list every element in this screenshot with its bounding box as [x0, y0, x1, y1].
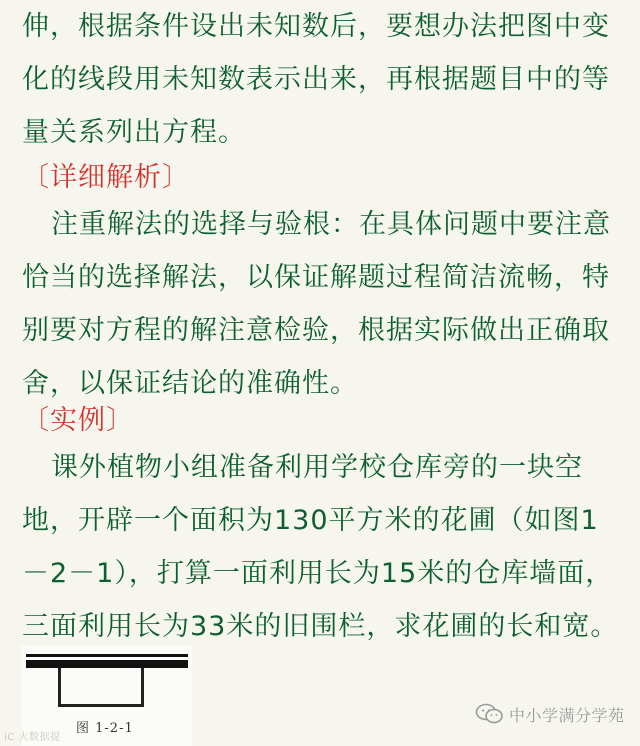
watermark-right — [475, 700, 625, 728]
figure-caption: 图 1-2-1 — [76, 721, 134, 736]
watermark-left: iC 大数据提 — [4, 732, 61, 743]
intro-paragraph: 伸，根据条件设出未知数后，要想办法把图中变化的线段用未知数表示出来，再根据题目中的等量关系列出方程。 — [22, 11, 610, 148]
wall-line — [26, 654, 188, 657]
warehouse-wall — [26, 660, 188, 668]
garden-outline — [58, 668, 144, 707]
section-heading-example: 〔实例〕 — [22, 405, 134, 436]
example-paragraph: 课外植物小组准备利用学校仓库旁的一块空地，开辟一个面积为130平方米的花圃（如图1－2－1），打算一面利用长为15米的仓库墙面，三面利用长为33米的旧围栏，求花圃的长和宽。 — [22, 452, 619, 642]
section-heading-analysis: 〔详细解析〕 — [22, 162, 190, 193]
wechat-icon — [475, 703, 505, 725]
analysis-paragraph: 注重解法的选择与验根：在具体问题中要注意恰当的选择解法，以保证解题过程简洁流畅，特别要对方程的解注意检验，根据实际做出正确取舍，以保证结论的准确性。 — [22, 209, 611, 399]
watermark-right-label: 中小学满分学苑 — [509, 705, 625, 725]
